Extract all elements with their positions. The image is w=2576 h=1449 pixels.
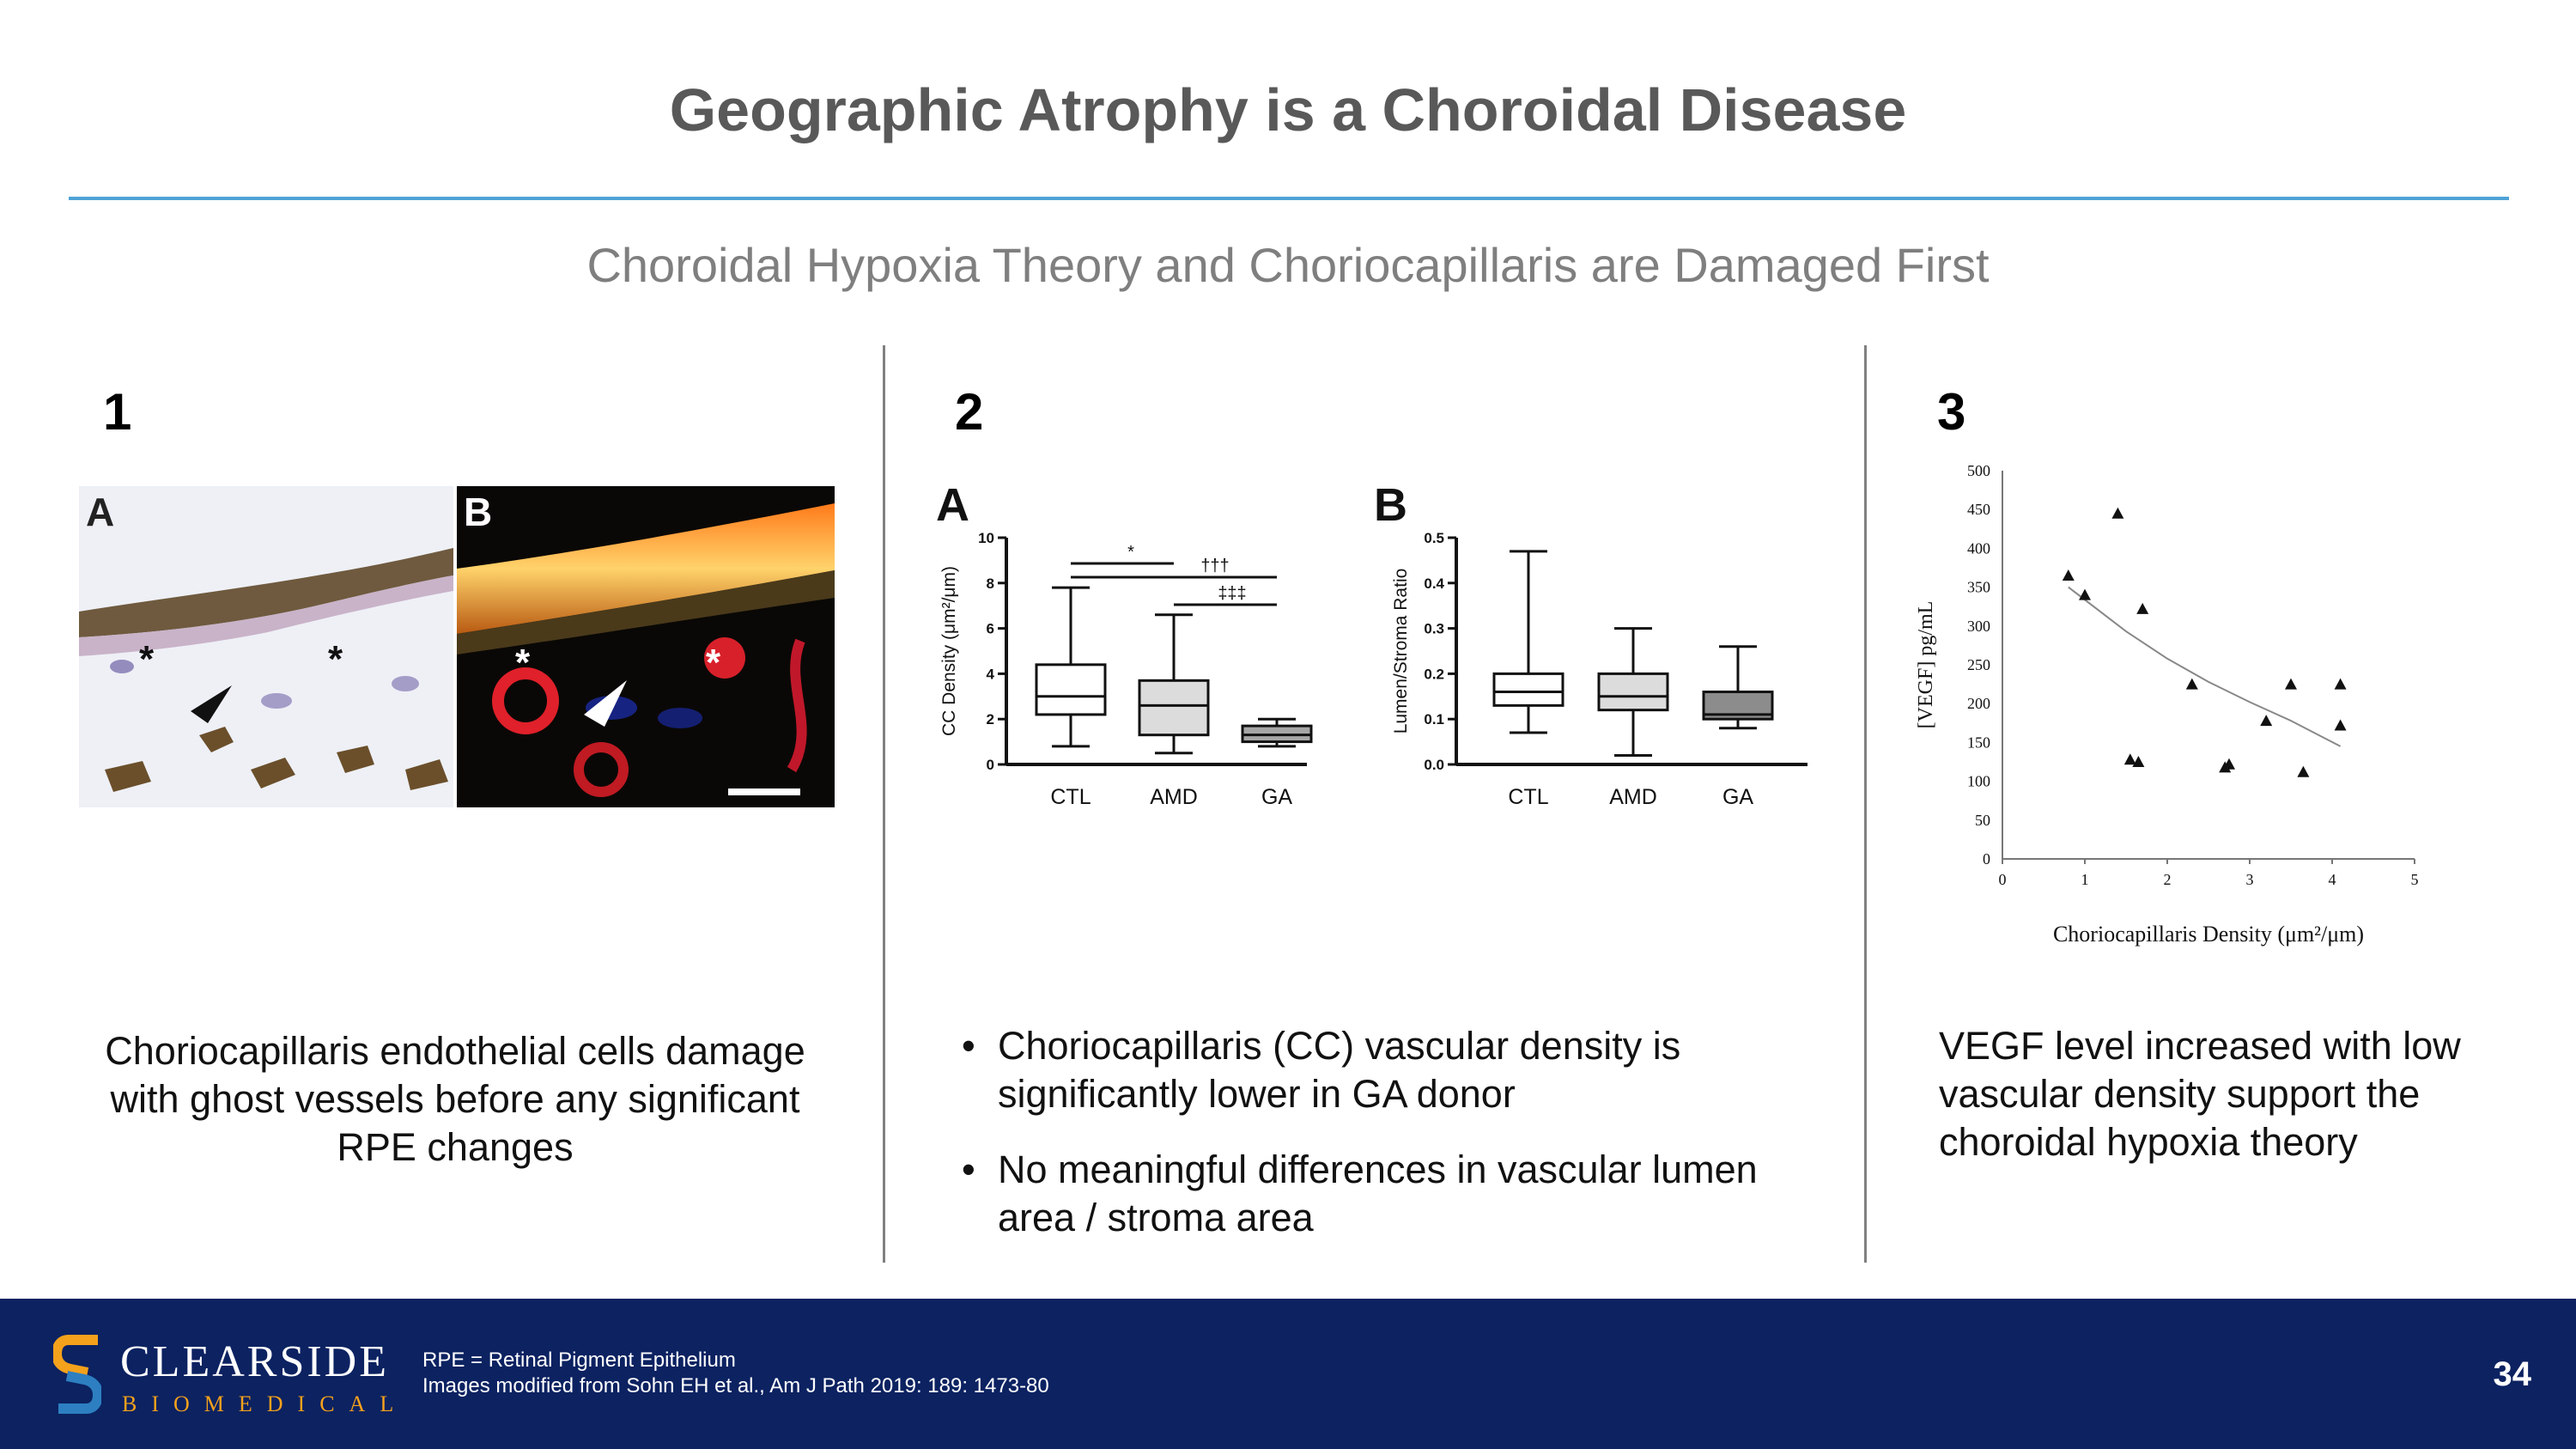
y-tick-label: 200 — [1967, 695, 1990, 713]
x-tick-label: 5 — [2410, 871, 2419, 888]
y-tick-label: 0.4 — [1424, 575, 1444, 592]
y-axis-title: CC Density (μm²/μm) — [939, 565, 959, 737]
data-point — [2111, 508, 2123, 519]
data-point — [2063, 569, 2075, 581]
box-iqr — [1494, 673, 1563, 705]
significance-marker: ††† — [1200, 557, 1230, 575]
data-point — [2297, 766, 2309, 777]
title-divider — [69, 197, 2509, 200]
x-tick-label: 3 — [2245, 871, 2254, 888]
svg-text:*: * — [328, 638, 343, 680]
column-divider-right — [1864, 345, 1867, 1263]
y-tick-label: 250 — [1967, 656, 1990, 673]
x-tick-label: 4 — [2328, 871, 2336, 888]
y-axis-title: [VEGF] pg/mL — [1915, 600, 1937, 729]
data-point — [2285, 679, 2297, 690]
y-tick-label: 50 — [1975, 811, 1990, 829]
y-tick-label: 0.1 — [1424, 711, 1444, 728]
bullet-dot: • — [962, 1148, 975, 1191]
x-tick-label: CTL — [1508, 785, 1549, 809]
clearside-logo-icon — [53, 1335, 101, 1414]
box-plot-cc-density — [936, 481, 1340, 825]
y-tick-label: 0.2 — [1424, 666, 1444, 683]
y-tick-label: 0.3 — [1424, 620, 1444, 637]
y-tick-label: 500 — [1967, 462, 1990, 479]
panel-1-caption: Choriocapillaris endothelial cells damage with ghost vessels before any significant RPE changes — [105, 1029, 805, 1169]
y-tick-label: 150 — [1967, 734, 1990, 752]
chart-panel-label: B — [1374, 481, 1407, 531]
histology-micrographs — [79, 486, 835, 807]
svg-text:*: * — [706, 642, 721, 684]
svg-text:*: * — [139, 638, 155, 680]
data-point — [2335, 679, 2347, 690]
y-tick-label: 450 — [1967, 501, 1990, 519]
micrograph-b — [457, 486, 835, 807]
y-axis-title: Lumen/Stroma Ratio — [1391, 568, 1411, 734]
panel-number-2: 2 — [955, 383, 984, 441]
panel-2-bullets — [962, 1022, 1803, 1269]
trend-line — [2069, 588, 2341, 746]
chart-panel-label: A — [936, 481, 969, 531]
x-tick-label: 2 — [2163, 871, 2172, 888]
scatter-vegf-vs-density — [1906, 455, 2464, 953]
x-tick-label: 0 — [1998, 871, 2007, 888]
box-iqr — [1036, 665, 1105, 715]
significance-marker: ‡‡‡ — [1218, 584, 1247, 603]
y-tick-label: 0.0 — [1424, 757, 1444, 773]
y-tick-label: 0 — [986, 757, 994, 773]
x-tick-label: AMD — [1150, 785, 1198, 809]
bullet-item — [962, 1146, 1803, 1242]
data-point — [2079, 589, 2091, 600]
significance-marker: * — [1127, 543, 1134, 562]
logo-subword: BIOMEDICAL — [122, 1391, 409, 1416]
x-tick-label: 1 — [2081, 871, 2089, 888]
bullet-text: Choriocapillaris (CC) vascular density is significantly lower in GA donor — [998, 1024, 1681, 1116]
column-divider-left — [883, 345, 885, 1263]
y-tick-label: 4 — [986, 666, 994, 683]
data-point — [2136, 603, 2148, 614]
bullet-text: No meaningful differences in vascular lumen area / stroma area — [998, 1148, 1758, 1239]
x-axis-title: Choriocapillaris Density (μm²/μm) — [2052, 922, 2365, 947]
footnote-abbreviation: RPE = Retinal Pigment Epithelium — [422, 1349, 736, 1372]
logo-wordmark: CLEARSIDE — [120, 1337, 389, 1386]
slide-title: Geographic Atrophy is a Choroidal Disease — [669, 76, 1907, 143]
x-tick-label: CTL — [1050, 785, 1091, 809]
micrograph-b-label: B — [464, 490, 493, 534]
panel-3-caption: VEGF level increased with low vascular density support the choroidal hypoxia theory — [1939, 1024, 2461, 1164]
y-tick-label: 100 — [1967, 772, 1990, 790]
data-point — [2335, 720, 2347, 731]
footnote-citation: Images modified from Sohn EH et al., Am J Path 2019: 189: 1473-80 — [422, 1374, 1049, 1397]
slide-subtitle: Choroidal Hypoxia Theory and Choriocapillaris are Damaged First — [586, 238, 1990, 292]
bullet-dot: • — [962, 1024, 975, 1068]
y-tick-label: 10 — [978, 530, 994, 546]
data-point — [2260, 715, 2272, 726]
y-tick-label: 350 — [1967, 578, 1990, 596]
x-tick-label: GA — [1261, 785, 1293, 809]
y-tick-label: 400 — [1967, 539, 1990, 557]
page-number: 34 — [2493, 1355, 2531, 1393]
y-tick-label: 0.5 — [1424, 530, 1444, 546]
svg-text:*: * — [515, 642, 531, 684]
y-tick-label: 8 — [986, 575, 994, 592]
panel-number-1: 1 — [103, 383, 132, 441]
y-tick-label: 6 — [986, 620, 994, 637]
panel-number-3: 3 — [1937, 383, 1966, 441]
box-iqr — [1139, 680, 1208, 734]
data-point — [2124, 753, 2136, 764]
bullet-item — [962, 1022, 1803, 1118]
box-plot-lumen-stroma — [1374, 481, 1820, 825]
x-tick-label: AMD — [1609, 785, 1657, 809]
micrograph-a-label: A — [86, 490, 115, 534]
box-iqr — [1599, 673, 1668, 709]
micrograph-a — [79, 486, 453, 807]
footer-bar — [0, 1299, 2576, 1449]
data-point — [2186, 679, 2198, 690]
x-tick-label: GA — [1722, 785, 1754, 809]
y-tick-label: 300 — [1967, 617, 1990, 635]
y-tick-label: 0 — [1983, 850, 1990, 868]
y-tick-label: 2 — [986, 711, 994, 728]
